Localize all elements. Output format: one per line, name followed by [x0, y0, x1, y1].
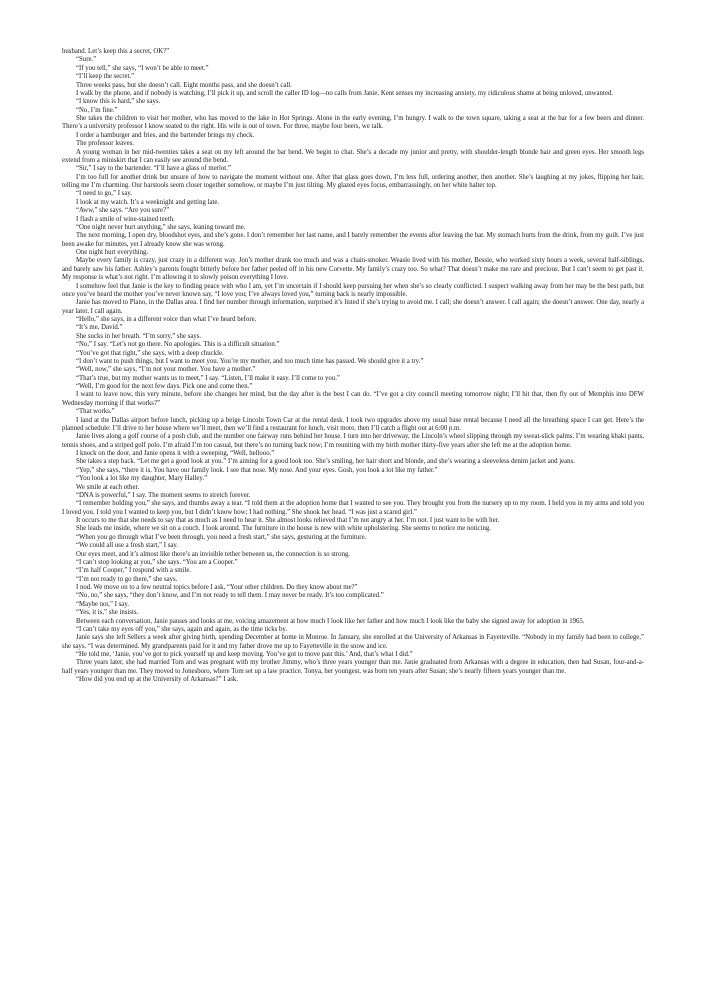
paragraph: “I can’t take my eyes off you,” she says, again and again, as the time ticks by. [76, 625, 288, 633]
paragraph: husband. Let’s keep this a secret, OK?” [62, 48, 170, 55]
paragraph: One night hurt everything. [76, 249, 149, 256]
paragraph: “I’m half Cooper,” I respond with a smile. [76, 567, 192, 575]
paragraph: “Maybe not,” I say. [76, 600, 129, 608]
paragraph: “I need to go,” I say. [76, 190, 132, 198]
paragraph: “How did you end up at the University of Arkansas?” I ask. [76, 676, 238, 684]
paragraph: “He told me, ‘Janie, you’ve got to pick yourself up and keep moving. You’ve got to move past this.’ And, that’s what I did.” [76, 651, 413, 658]
paragraph: She takes the children to visit her mother, who has moved to the lake in Hot Springs. Alone in the early evening, I’m hungry. I walk to the town square, taking a seat at the bar for a few beers and dinner. There’s a university professor I know seated to the right. His wife is out of town. For three, maybe four beers, we talk. [62, 115, 644, 131]
paragraph: “I don’t want to push things, but I want to meet you. You’re my mother, and too much time has passed. We should give it a try.” [76, 357, 424, 365]
paragraph: The professor leaves. [76, 140, 134, 148]
paragraph: “Hello,” she says, in a different voice than what I’ve heard before. [76, 316, 257, 323]
paragraph: Janie lives along a golf course of a posh club, and the number one fairway runs behind her house. I turn into her driveway, the Lincoln’s wheel slipping through my sweat-slick palms. I’m wearing khaki pants, tennis shoes, and a striped golf polo. I’m afraid I’m too casual, but there’s no turning back now; I’m reuniting with my birth mother thirty-five years after she left me at the adoption home. [62, 433, 644, 449]
paragraph: “I know this is hard,” she says. [76, 98, 161, 106]
paragraph: She sucks in her breath. “I’m sorry,” she says. [76, 332, 202, 340]
paragraph: “I can’t stop looking at you,” she says. “You are a Cooper.” [76, 558, 238, 566]
paragraph: “DNA is powerful,” I say. The moment seems to stretch forever. [76, 491, 251, 499]
paragraph: “If you tell,” she says, “I won’t be able to meet.” [76, 64, 209, 72]
paragraph: “That works.” [76, 408, 115, 416]
paragraph: “I’m not ready to go there,” she says. [76, 575, 178, 583]
paragraph: “Yes, it is,” she insists. [76, 609, 139, 617]
paragraph: We smile at each other. [76, 483, 140, 491]
paragraph: “I’ll keep the secret.” [76, 73, 135, 81]
paragraph: “We could all use a fresh start,” I say. [76, 542, 179, 550]
paragraph: She leads me inside, where we sit on a couch. I look around. The furniture in the house is new with white upholstering. She seems to notice me noticing. [76, 525, 491, 533]
paragraph: I somehow feel that Janie is the key to finding peace with who I am, yet I’m uncertain if I should keep pursuing her when she’s so clearly conflicted. I suspect walking away from her may be the best path, but once you’ve heard the mother you’ve never known say, “I love you; I’ve always loved you,” turning back is nearly impossible. [62, 282, 644, 298]
paragraph: “Yep,” she says, “there it is. You have our family look. I see that nose. My nose. And your eyes. Gosh, you look a lot like my father.” [76, 466, 438, 474]
paragraph: I land at the Dallas airport before lunch, picking up a beige Lincoln Town Car at the rental desk. I took two upgrades above my usual base rental because I need all the breathing space I can get. Here’s the planned schedule: I’ll drive to her house where we’ll meet, then we’ll find a restaurant for lunch, visit more, then I’ll catch a flight out at 6:00 p.m. [62, 416, 644, 432]
paragraph: I’m too full for another drink but unsure of how to navigate the moment without one. After that glass goes down, I’m less full, ordering another, then another. She’s laughing at my jokes, flipping her hair, telling me I’m charming. Our barstools seem closer together somehow, or maybe I’m just tilting. My glazed eyes focus, embarrassingly, on her white halter top. [62, 173, 644, 189]
paragraph: “Sir,” I say to the bartender. “I’ll have a glass of merlot.” [76, 165, 231, 173]
paragraph: “No,” I say. “Let’s not go there. No apologies. This is a difficult situation.” [76, 341, 280, 349]
document-page [62, 48, 644, 685]
paragraph: I walk by the phone, and if nobody is watching, I’ll pick it up, and scroll the caller ID log—no calls from Janie. Kent senses my increasing anxiety, my ridiculous shame at being unloved, unwanted. [76, 89, 613, 97]
paragraph: Janie says she left Sellers a week after giving birth, spending December at home in Monroe. In January, she enrolled at the University of Arkansas in Fayetteville. “Nobody in my family had been to college,” she says. “I was determined. My grandparents paid for it and my father drove me up to Fayetteville in the snow and ice. [62, 634, 644, 650]
paragraph: “Well, I’m good for the next few days. Pick one and come then.” [76, 383, 253, 390]
paragraph: Between each conversation, Janie pauses and looks at me, voicing amazement at how much I look like her father and how much I look like the baby she signed away for adoption in 1965. [76, 617, 585, 625]
paragraph: “No, no,” she says, “they don’t know, and I’m not ready to tell them. I may never be ready. It’s too complicated.” [76, 592, 384, 600]
paragraph: Three weeks pass, but she doesn’t call. Eight months pass, and she doesn’t call. [76, 81, 292, 89]
paragraph: I nod. We move on to a few neutral topics before I ask, “Your other children. Do they know about me?” [76, 584, 358, 591]
paragraph: “You look a lot like my daughter, Mary Halley.” [76, 475, 208, 483]
paragraph: “Well, now,” she says, “I’m not your mother. You have a mother.” [76, 366, 256, 374]
paragraph: She takes a step back. “Let me get a good look at you.” I’m aiming for a good look too. She’s smiling, her hair short and blonde, and she’s wearing a sleeveless denim jacket and jeans. [76, 458, 575, 466]
paragraph: “When you go through what I’ve been through, you need a fresh start,” she says, gesturing at the furniture. [76, 533, 367, 541]
paragraph: “You’ve got that right,” she says, with a deep chuckle. [76, 349, 224, 357]
paragraph: I look at my watch. It’s a weeknight and getting late. [76, 198, 220, 206]
paragraph: “It’s me, David.” [76, 324, 123, 332]
paragraph: Three years later, she had married Tom and was pregnant with my brother Jimmy, who’s three years younger than me. Janie graduated from Arkansas with a degree in education, then had Susan, four-and-a-half years younger than me. They moved to Jonesboro, where Tom set up a law practice. Tonya, her youngest, was born ten years after Susan; she’s nearly fifteen years younger than me. [62, 659, 644, 675]
paragraph: I flash a smile of wine-stained teeth. [76, 215, 175, 223]
paragraph: “Sure.” [76, 56, 97, 64]
paragraph: Janie has moved to Plano, in the Dallas area. I find her number through information, surprised it’s listed if she’s trying to avoid me. I call; she doesn’t answer. I call again; she doesn’t answer. One day, nearly a year later, I call again. [62, 299, 644, 315]
paragraph: I knock on the door, and Janie opens it with a sweeping, “Well, hellooo.” [76, 450, 275, 457]
paragraph: “I remember holding you,” she says, and thumbs away a tear. “I told them at the adoption home that I wanted to see you. They brought you from the nursery up to my room. I held you in my arms and told you I loved you. I told you I wanted to keep you, but I didn’t know how; I had nothing.” She shook her head. “I was just a scared girl.” [62, 500, 644, 516]
paragraph: “Aww,” she says. “Are you sure?” [76, 207, 170, 215]
paragraph: A young woman in her mid-twenties takes a seat on my left around the bar bend. We begin to chat. She’s a decade my junior and pretty, with shoulder-length blonde hair and green eyes. Her smooth legs extend from a miniskirt that I can easily see around the bend. [62, 148, 644, 164]
paragraph: “One night never hurt anything,” she says, leaning toward me. [76, 223, 246, 231]
paragraph: Maybe every family is crazy, just crazy in a different way. Jon’s mother drank too much and was a chain-smoker. Weasle lived with his mother, Bessie, who worked sixty hours a week, several half-siblings, and barely saw his father. Ashley’s parents fought bitterly before her father peeled off in his new Corvette. My family’s crazy too. So what? That doesn’t make me rare and precious. But I can’t seem to get past it. My response is what’s not right. I’m allowing it to slowly poison everything I love. [62, 257, 644, 282]
paragraph: The next morning, I open dry, bloodshot eyes, and she’s gone. I don’t remember her last name, and I barely remember the events after leaving the bar. My stomach hurts from the drink, from my guilt. I’ve just been awake for minutes, yet I already know she was wrong. [62, 232, 644, 248]
paragraph: “No, I’m fine.” [76, 106, 118, 114]
paragraph: I want to leave now, this very minute, before she changes her mind, but the day after is the best I can do. “I’ve got a city council meeting tomorrow night; I’ll hit that, then fly out of Memphis into DFW Wednesday morning if that works?” [62, 391, 644, 407]
paragraph: It occurs to me that she needs to say that as much as I need to hear it. She almost looks relieved that I’m not angry at her. I’m not. I just want to be with her. [76, 517, 500, 524]
paragraph: Our eyes meet, and it’s almost like there’s an invisible tether between us, the connection is so strong. [76, 550, 351, 558]
paragraph: I order a hamburger and fries, and the bartender brings my check. [76, 131, 255, 139]
paragraph: “That’s true, but my mother wants us to meet,” I say. “Listen, I’ll make it easy. I’ll come to you.” [76, 374, 340, 382]
